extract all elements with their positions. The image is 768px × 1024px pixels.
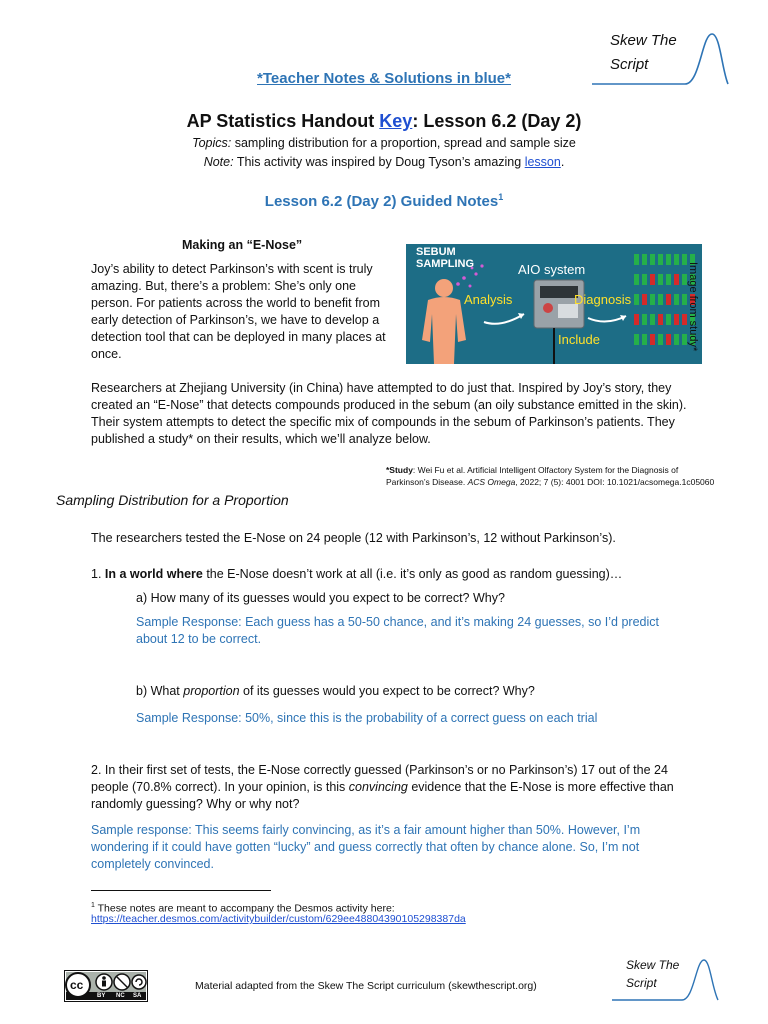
- image-label-sampling: SAMPLING: [416, 258, 475, 270]
- note-line: [0, 155, 768, 169]
- footnote-body: These notes are meant to accompany the Desmos activity here:: [94, 902, 395, 915]
- page-title: [0, 111, 768, 132]
- logo-bottom-line1: Skew The: [626, 958, 680, 972]
- footnote-sup: 1: [91, 902, 95, 909]
- question-2: [91, 762, 691, 813]
- teacher-notes-text: *Teacher Notes & Solutions in blue*: [257, 70, 511, 87]
- logo-line1: Skew The: [610, 32, 677, 49]
- guided-footnote-ref[interactable]: 1: [498, 192, 504, 202]
- desmos-activity-link[interactable]: https://teacher.desmos.com/activitybuilder/custom/629ee48804390105298387da: [91, 913, 466, 925]
- note-label: Note:: [203, 155, 234, 169]
- q1b-pre: b) What: [136, 684, 184, 698]
- logo-bottom: [610, 956, 720, 1004]
- enose-heading: Making an “E-Nose”: [182, 238, 303, 252]
- topics-line: [0, 136, 768, 150]
- tested-sentence: The researchers tested the E-Nose on 24 people (12 with Parkinson’s, 12 without Parkinson’s).: [91, 531, 616, 545]
- logo-line2: Script: [610, 56, 649, 73]
- study-citation: [386, 464, 716, 488]
- researchers-paragraph: Researchers at Zhejiang University (in China) have attempted to do just that. Inspired by Joy’s story, they created an “E-Nose” that detects compounds produced in the sebum (an oily substance emitted in the skin). Their system attempts to detect the specific mix of compounds in the sebum of Parkinson’s patients. They published a study* on their results, which we’ll analyze below.: [91, 381, 687, 446]
- question-1b: [136, 684, 535, 698]
- q2-post: evidence that the E-Nose is more effective than randomly guessing? Why or why not?: [91, 780, 674, 811]
- q1b-post: of its guesses would you expect to be correct? Why?: [239, 684, 535, 698]
- title-prefix: AP Statistics Handout: [186, 111, 380, 131]
- note-text: This activity was inspired by Doug Tyson’s amazing: [233, 155, 525, 169]
- cc-nc: NC: [116, 993, 125, 999]
- image-label-aio: AIO system: [518, 262, 586, 277]
- note-end: .: [560, 155, 565, 169]
- question-1a: a) How many of its guesses would you expect to be correct? Why?: [136, 591, 505, 605]
- study-journal: ACS Omega: [467, 477, 516, 487]
- study-label: *Study: [386, 465, 413, 475]
- answer-1b: Sample Response: 50%, since this is the probability of a correct guess on each trial: [136, 711, 598, 725]
- q1-bold: In a world where: [104, 567, 203, 581]
- image-label-analysis: Analysis: [464, 292, 513, 307]
- q2-pre: 2. In their first set of tests, the E-Nose correctly guessed (Parkinson’s or no Parkinson’s) 17 out of the 24 people (70.8% correct). In your opinion, is this: [91, 763, 668, 794]
- image-caption: Image from study*: [687, 262, 699, 352]
- q2-italic: convincing: [348, 780, 408, 794]
- study-text-1: : Wei Fu et al. Artificial Intelligent Olfactory System for the Diagnosis of Parkinson’s Disease.: [386, 465, 679, 487]
- study-text-2: , 2022; 7 (5): 4001 DOI: 10.1021/acsomega.1c05060: [515, 477, 715, 487]
- question-1: [91, 567, 622, 581]
- cc-license-badge[interactable]: [64, 970, 148, 1002]
- q1b-italic: proportion: [183, 684, 240, 698]
- image-label-diagnosis: Diagnosis: [574, 292, 632, 307]
- answer-1a: Sample Response: Each guess has a 50-50 chance, and it’s making 24 guesses, so I’d predict about 12 to be correct.: [136, 615, 659, 646]
- footer-text: Material adapted from the Skew The Script curriculum (skewthescript.org): [195, 980, 537, 992]
- enose-study-image: [406, 244, 702, 364]
- q1-number: 1.: [91, 567, 105, 581]
- footnote-divider: [91, 890, 271, 891]
- teacher-notes-banner: [0, 70, 768, 87]
- image-label-sebum: SEBUM: [416, 246, 456, 258]
- q1-text: the E-Nose doesn’t work at all (i.e. it’s only as good as random guessing)…: [202, 567, 623, 581]
- logo-bottom-line2: Script: [626, 976, 657, 990]
- section-heading: Sampling Distribution for a Proportion: [56, 492, 289, 508]
- topics-label: Topics:: [192, 136, 232, 150]
- image-label-include: Include: [558, 332, 600, 347]
- cc-by: BY: [97, 993, 106, 999]
- cc-text: cc: [70, 978, 84, 992]
- title-suffix: : Lesson 6.2 (Day 2): [412, 111, 582, 131]
- guided-title-text: Lesson 6.2 (Day 2) Guided Notes: [264, 193, 499, 210]
- topics-text: sampling distribution for a proportion, spread and sample size: [231, 136, 576, 150]
- title-key-link[interactable]: Key: [379, 111, 413, 131]
- cc-sa: SA: [133, 993, 142, 999]
- lesson-link[interactable]: lesson: [524, 155, 561, 169]
- guided-notes-title: [0, 192, 768, 210]
- answer-2: Sample response: This seems fairly convincing, as it’s a fair amount higher than 50%. However, I’m wondering if it could have gotten “lucky” and guess correctly that often by chance alone. So, I’m not completely convinced.: [91, 823, 641, 871]
- enose-paragraph: Joy’s ability to detect Parkinson’s with scent is truly amazing. But, there’s a problem: She’s only one person. For patients across the world to benefit from early detection of Parkinson’s, we have to develop a detection tool that can be deployed in many places at once.: [91, 262, 386, 361]
